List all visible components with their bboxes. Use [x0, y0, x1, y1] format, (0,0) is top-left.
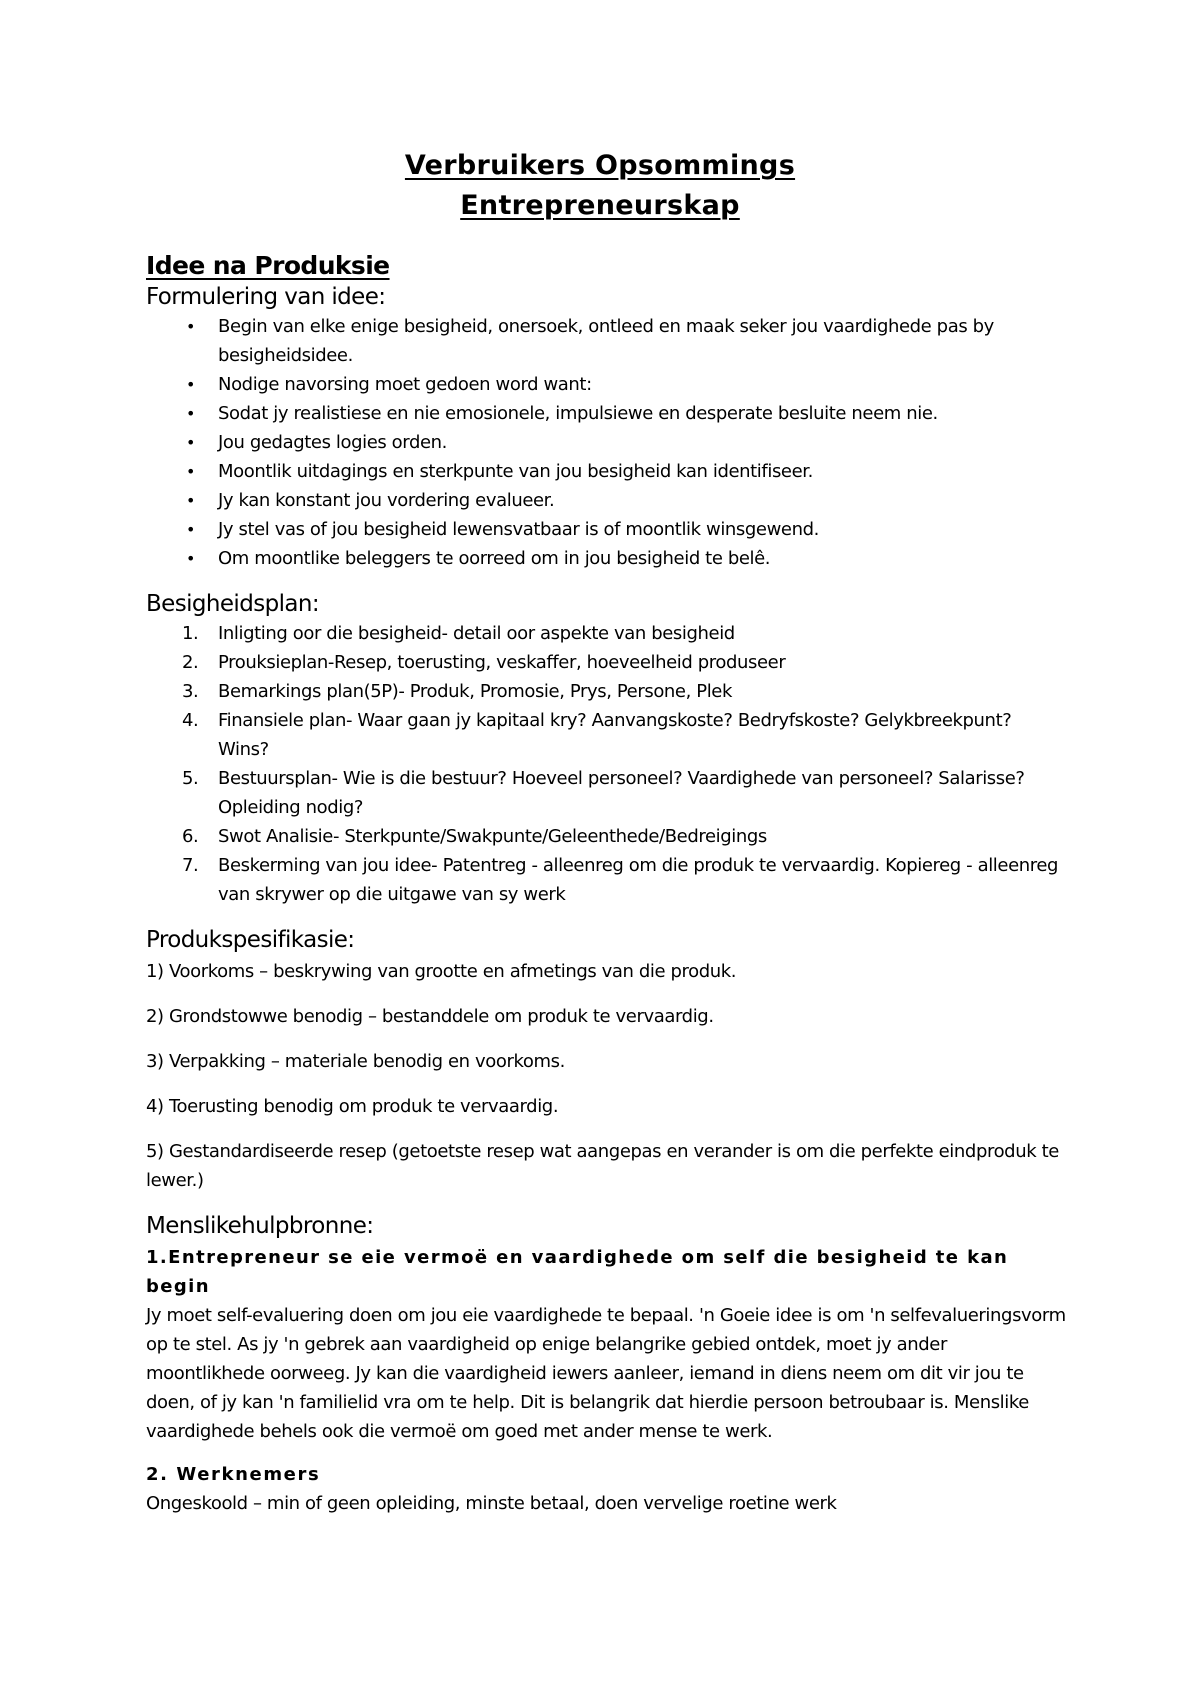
- list-item-text: Prouksieplan-Resep, toerusting, veskaffer, hoeveelheid produseer: [218, 652, 786, 673]
- list-item-text: Bemarkings plan(5P)- Produk, Promosie, Prys, Persone, Plek: [218, 681, 733, 702]
- list-item: 3) Verpakking – materiale benodig en voorkoms.: [146, 1051, 565, 1072]
- list-item-text: Sodat jy realistiese en nie emosionele, impulsiewe en desperate besluite neem nie.: [218, 403, 938, 424]
- list-item: [146, 428, 1066, 457]
- list-item-text: Jou gedagtes logies orden.: [218, 432, 448, 453]
- list-item: [146, 515, 1066, 544]
- list-item: [146, 399, 1066, 428]
- list-number: 3.: [182, 681, 199, 702]
- list-item: [146, 648, 1066, 677]
- document-title-line-2: Entrepreneurskap: [460, 190, 740, 221]
- bullet-icon: •: [186, 462, 196, 481]
- bullet-icon: •: [186, 491, 196, 510]
- list-item-text: Moontlik uitdagings en sterkpunte van jou besigheid kan identifiseer.: [218, 461, 813, 482]
- list-item-text: Om moontlike beleggers te oorreed om in jou besigheid te belê.: [218, 548, 771, 569]
- list-item: 4) Toerusting benodig om produk te vervaardig.: [146, 1096, 559, 1117]
- list-item-text: Begin van elke enige besigheid, onersoek, ontleed en maak seker jou vaardighede pas by besigheidsidee.: [218, 316, 994, 366]
- formulering-bullet-list: [146, 312, 1066, 573]
- besigheidsplan-numbered-list: [146, 619, 1066, 909]
- werknemers-paragraph: Ongeskoold – min of geen opleiding, minste betaal, doen vervelige roetine werk: [146, 1493, 837, 1514]
- list-item-text: Inligting oor die besigheid- detail oor aspekte van besigheid: [218, 623, 735, 644]
- list-item-text: Finansiele plan- Waar gaan jy kapitaal kry? Aanvangskoste? Bedryfskoste? Gelykbreekpunt? Wins?: [218, 710, 1012, 760]
- bullet-icon: •: [186, 549, 196, 568]
- list-item: [146, 822, 1066, 851]
- list-item-text: Bestuursplan- Wie is die bestuur? Hoeveel personeel? Vaardighede van personeel? Salarisse? Opleiding nodig?: [218, 768, 1025, 818]
- section-heading-idee: Idee na Produksie: [146, 251, 390, 280]
- subheading-menslikehulpbronne: Menslikehulpbronne:: [146, 1213, 374, 1239]
- list-item-text: Jy stel vas of jou besigheid lewensvatbaar is of moontlik winsgewend.: [218, 519, 819, 540]
- list-item-text: Swot Analisie- Sterkpunte/Swakpunte/Geleenthede/Bedreigings: [218, 826, 767, 847]
- bullet-icon: •: [186, 433, 196, 452]
- bullet-icon: •: [186, 520, 196, 539]
- list-item: 1) Voorkoms – beskrywing van grootte en afmetings van die produk.: [146, 961, 737, 982]
- list-item: [146, 677, 1066, 706]
- list-item: [146, 312, 1066, 370]
- list-item: 5) Gestandardiseerde resep (getoetste resep wat aangepas en verander is om die perfekte eindproduk te lewer.): [146, 1141, 1059, 1191]
- list-item: [146, 544, 1066, 573]
- list-item: 2) Grondstowwe benodig – bestanddele om produk te vervaardig.: [146, 1006, 714, 1027]
- list-number: 2.: [182, 652, 199, 673]
- list-number: 4.: [182, 710, 199, 731]
- werknemers-heading: 2. Werknemers: [146, 1464, 321, 1485]
- list-number: 6.: [182, 826, 199, 847]
- document-body: [146, 250, 1066, 1518]
- list-item-text: Jy kan konstant jou vordering evalueer.: [218, 490, 555, 511]
- subheading-besigheidsplan: Besigheidsplan:: [146, 591, 320, 617]
- bullet-icon: •: [186, 404, 196, 423]
- document-title-line-1: Verbruikers Opsommings: [404, 150, 796, 181]
- list-item: [146, 370, 1066, 399]
- list-item-text: Beskerming van jou idee- Patentreg - alleenreg om die produk te vervaardig. Kopiereg - alleenreg van skrywer op die uitgawe van sy werk: [218, 855, 1059, 905]
- entrepreneur-vermoe-paragraph: Jy moet self-evaluering doen om jou eie vaardighede te bepaal. 'n Goeie idee is om 'n selfevalueringsvorm op te stel. As jy 'n gebrek aan vaardigheid op enige belangrike gebied ontdek, moet jy ander moontlikhede oorweeg. Jy kan die vaardigheid iewers aanleer, iemand in diens neem om dit vir jou te doen, of jy kan 'n familielid vra om te help. Dit is belangrik dat hierdie persoon betroubaar is. Menslike vaardighede behels ook die vermoë om goed met ander mense te werk.: [146, 1305, 1066, 1442]
- produkspesifikasie-list: [146, 957, 1066, 1195]
- list-item: [146, 457, 1066, 486]
- list-item: [146, 851, 1066, 909]
- subheading-produkspesifikasie: Produkspesifikasie:: [146, 927, 355, 953]
- list-number: 7.: [182, 855, 199, 876]
- list-item: [146, 706, 1066, 764]
- subheading-formulering: Formulering van idee:: [146, 284, 386, 310]
- list-item: [146, 486, 1066, 515]
- list-number: 5.: [182, 768, 199, 789]
- list-item: [146, 619, 1066, 648]
- entrepreneur-vermoe-heading: 1.Entrepreneur se eie vermoë en vaardighede om self die besigheid te kan begin: [146, 1247, 1009, 1297]
- bullet-icon: •: [186, 375, 196, 394]
- list-number: 1.: [182, 623, 199, 644]
- bullet-icon: •: [186, 317, 196, 336]
- list-item: [146, 764, 1066, 822]
- list-item-text: Nodige navorsing moet gedoen word want:: [218, 374, 592, 395]
